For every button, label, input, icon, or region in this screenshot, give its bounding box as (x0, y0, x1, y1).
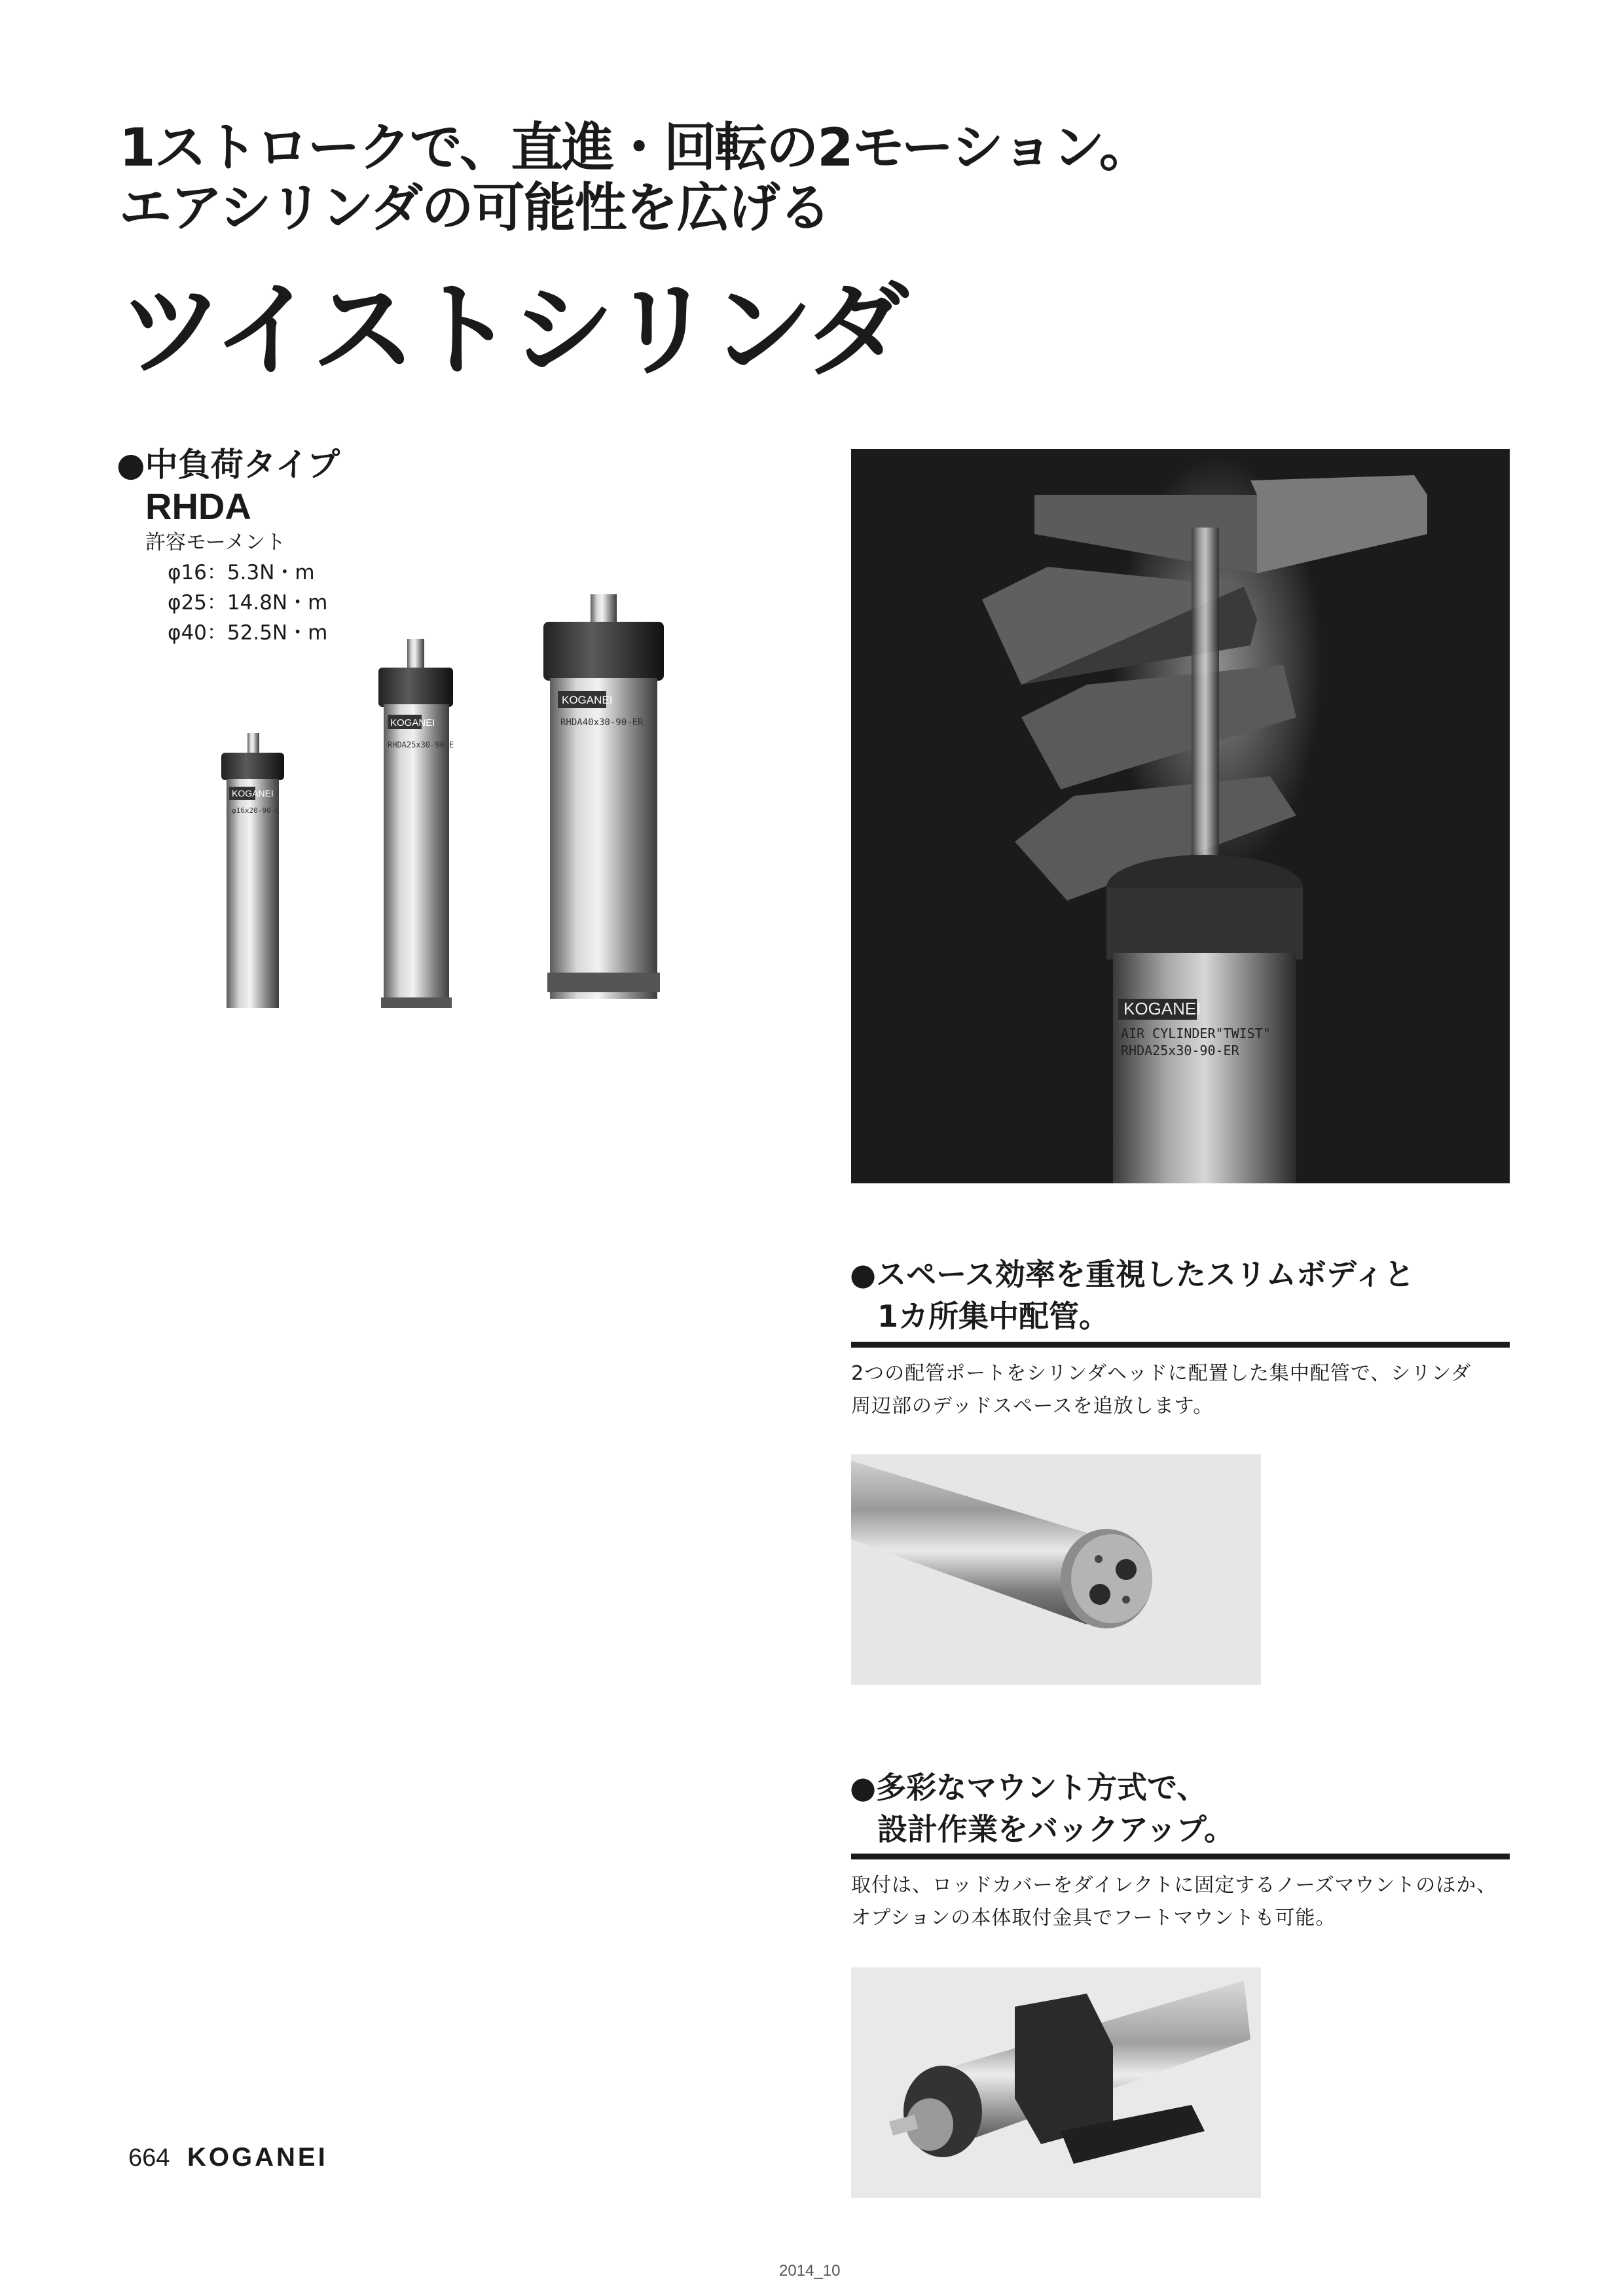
model-name: RHDA (145, 486, 251, 527)
moment-label: 許容モーメント (145, 531, 286, 554)
section2-title-line-2: 設計作業をバックアップ。 (877, 1812, 1235, 1847)
section1-title-line-2: 1カ所集中配管。 (877, 1299, 1110, 1334)
page-number: 664 (128, 2144, 170, 2172)
mount-photo (851, 1967, 1261, 2198)
section1-text-line-1: 2つの配管ポートをシリンダヘッドに配置した集中配管で、シリンダ (851, 1362, 1472, 1385)
page-title: ツイストシリンダ (119, 270, 905, 391)
section2-title-line-1: ●多彩なマウント方式で、 (850, 1770, 1207, 1805)
cylinder-phi40-label: RHDA40x30-90-ER (560, 717, 644, 728)
slim-body-photo (851, 1454, 1261, 1685)
hero-label-1: AIR CYLINDER"TWIST" (1121, 1026, 1271, 1041)
section2-divider (851, 1854, 1510, 1859)
moment-phi16: φ16：5.3N・m (168, 561, 315, 584)
cylinder-phi16-logo: KOGANEI (232, 788, 274, 798)
product-type-label: ●中負荷タイプ (117, 446, 340, 484)
cylinder-phi40-logo: KOGANEI (562, 694, 613, 706)
moment-phi40: φ40：52.5N・m (168, 621, 328, 645)
section1-title-line-1: ●スペース効率を重視したスリムボディと (850, 1257, 1415, 1292)
cylinder-phi25 (378, 639, 454, 1008)
cylinder-phi25-label: RHDA25x30-90-E (388, 740, 454, 749)
hero-label-2: RHDA25x30-90-ER (1121, 1043, 1239, 1058)
moment-phi25: φ25：14.8N・m (168, 591, 328, 615)
cylinder-lineup-image (196, 576, 694, 1008)
headline-line-1: 1ストロークで、直進・回転の2モーション。 (119, 117, 1150, 178)
footer-date: 2014_10 (779, 2262, 841, 2280)
cylinder-phi25-logo: KOGANEI (390, 717, 435, 728)
footer-brand-logo: KOGANEI (187, 2143, 328, 2172)
section2-text-line-2: オプションの本体取付金具でフートマウントも可能。 (851, 1907, 1336, 1929)
section2-text-line-1: 取付は、ロッドカバーをダイレクトに固定するノーズマウントのほか、 (851, 1874, 1497, 1897)
cylinder-phi40 (543, 594, 664, 999)
cylinder-phi16-label: φ16x20-90-E (232, 806, 280, 815)
section1-divider (851, 1342, 1510, 1348)
hero-logo: KOGANEI (1123, 999, 1201, 1018)
section1-text-line-2: 周辺部のデッドスペースを追放します。 (851, 1395, 1214, 1418)
headline-line-2: エアシリンダの可能性を広げる (119, 177, 830, 238)
cylinder-phi16 (221, 733, 284, 1008)
hero-photo (851, 449, 1510, 1183)
